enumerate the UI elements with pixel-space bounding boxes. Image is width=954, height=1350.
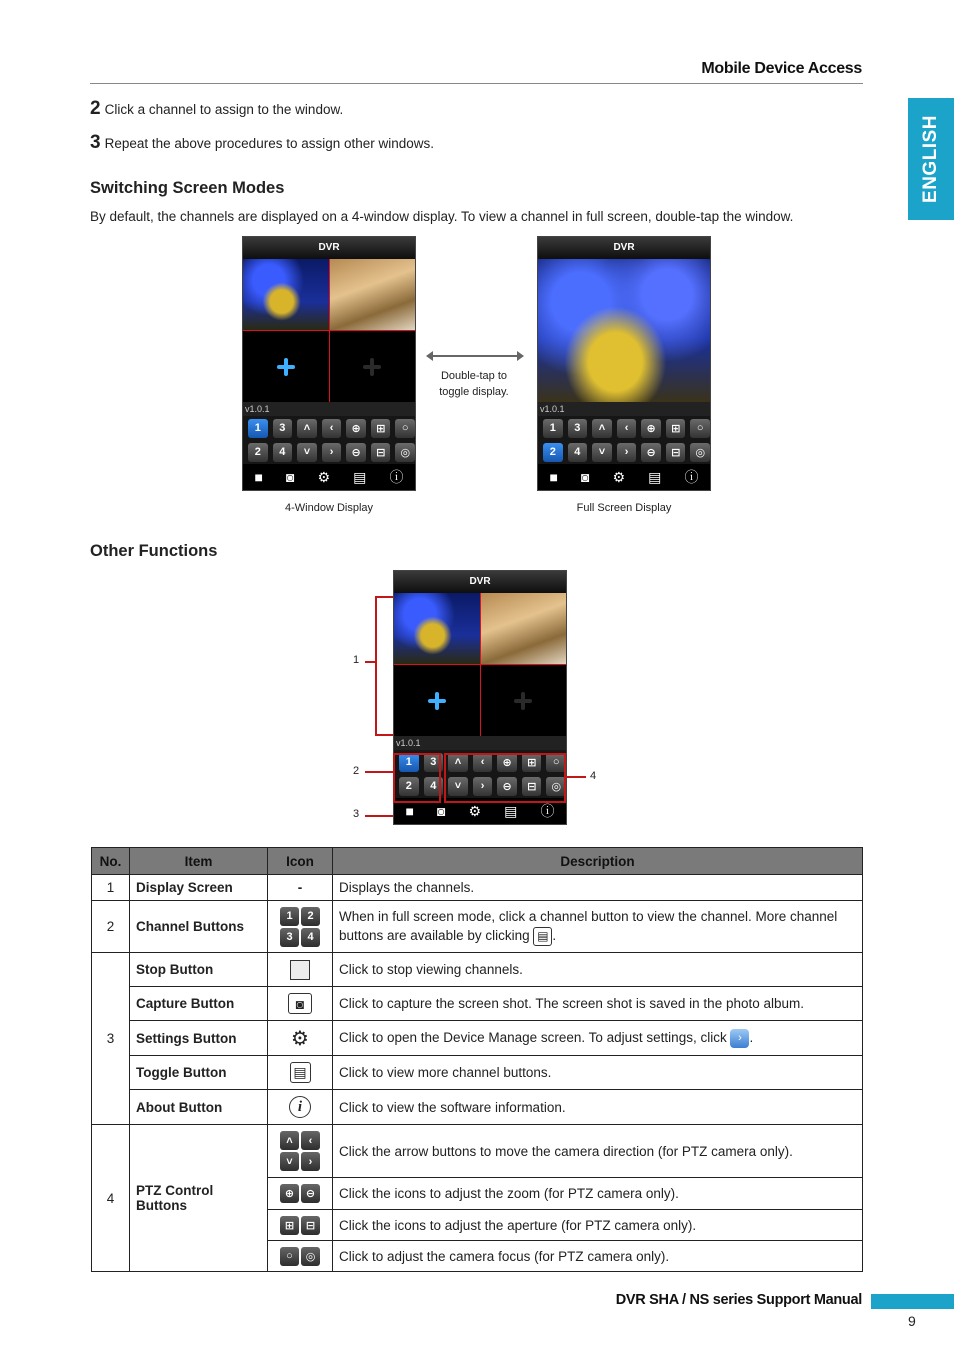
focus-near-icon: ○ <box>280 1247 299 1266</box>
row-description <box>333 1021 863 1056</box>
ptz-left-icon[interactable]: ‹ <box>473 753 493 772</box>
ptz-left-icon: ‹ <box>301 1131 320 1150</box>
focus-near-icon[interactable]: ○ <box>395 419 415 438</box>
callout-box-4 <box>444 753 566 803</box>
row-no: 4 <box>92 1125 130 1272</box>
focus-icons <box>268 1241 333 1272</box>
bottom-toolbar <box>243 464 415 490</box>
channel-button-2[interactable]: 2 <box>399 777 419 796</box>
toggle-icon[interactable]: ▤ <box>353 468 367 485</box>
step-number: 3 <box>90 132 101 153</box>
channel-buttons-icon <box>268 901 333 953</box>
zoom-in-icon[interactable]: ⊕ <box>346 419 366 438</box>
about-icon[interactable]: ⓘ <box>540 803 555 819</box>
toggle-caption: Double-tap to toggle display. <box>439 370 509 398</box>
step-text: Repeat the above procedures to assign other windows. <box>104 136 435 151</box>
channel-1-icon: 1 <box>280 907 299 926</box>
section-heading-other-functions: Other Functions <box>90 542 218 560</box>
step-number: 2 <box>90 98 101 119</box>
callout-number-4: 4 <box>590 770 597 782</box>
add-channel-icon[interactable] <box>363 358 381 376</box>
info-icon: i <box>289 1096 311 1118</box>
aperture-open-icon[interactable]: ⊞ <box>522 753 542 772</box>
add-channel-icon[interactable] <box>277 358 295 376</box>
channel-window-1[interactable] <box>394 593 480 664</box>
zoom-in-icon: ⊕ <box>280 1184 299 1203</box>
channel-button-4[interactable]: 4 <box>273 443 293 462</box>
caption-full-screen: Full Screen Display <box>576 502 672 514</box>
ptz-left-icon[interactable]: ‹ <box>322 419 342 438</box>
language-tab <box>908 98 954 220</box>
channel-button-3[interactable]: 3 <box>424 753 444 772</box>
table-row <box>92 1021 863 1056</box>
row-no: 1 <box>92 875 130 901</box>
toggle-icon[interactable]: ▤ <box>648 468 662 485</box>
channel-button-3[interactable]: 3 <box>568 419 588 438</box>
settings-icon: ⚙ <box>291 1027 309 1050</box>
callout-number-3: 3 <box>353 808 360 820</box>
row-item: Capture Button <box>130 987 268 1021</box>
stop-icon[interactable]: ■ <box>254 469 263 485</box>
bottom-toolbar <box>538 464 710 490</box>
row-description-end: . <box>552 928 557 944</box>
full-screen-view[interactable] <box>538 259 710 402</box>
channel-window-1[interactable] <box>243 259 329 330</box>
focus-far-icon[interactable]: ◎ <box>395 443 415 462</box>
phone-title-bar: DVR <box>538 237 710 259</box>
focus-far-icon: ◎ <box>301 1247 320 1266</box>
row-description: Click to view the software information. <box>333 1090 863 1125</box>
step-text: Click a channel to assign to the window. <box>104 102 344 117</box>
ptz-up-icon[interactable]: ˄ <box>448 753 468 772</box>
header-item: Item <box>130 848 268 875</box>
row-description: Click to adjust the camera focus (for PTZ camera only). <box>333 1241 863 1272</box>
chevron-right-icon: › <box>730 1029 749 1048</box>
table-row <box>92 1056 863 1090</box>
header-icon: Icon <box>268 848 333 875</box>
channel-button-2[interactable]: 2 <box>543 443 563 462</box>
caption-4-window: 4-Window Display <box>284 502 374 514</box>
capture-icon: ◙ <box>288 993 312 1014</box>
ptz-down-icon[interactable]: ˅ <box>297 443 317 462</box>
add-channel-icon[interactable] <box>428 692 446 710</box>
aperture-close-icon: ⊟ <box>301 1216 320 1235</box>
row-icon <box>268 987 333 1021</box>
zoom-out-icon: ⊖ <box>301 1184 320 1203</box>
row-description: Click to capture the screen shot. The screen shot is saved in the photo album. <box>333 987 863 1021</box>
channel-button-4[interactable]: 4 <box>424 777 444 796</box>
channel-4-icon: 4 <box>301 928 320 947</box>
about-icon[interactable]: ⓘ <box>684 469 699 485</box>
phone-title-bar: DVR <box>394 571 566 593</box>
capture-icon[interactable]: ◙ <box>581 469 590 485</box>
ptz-down-icon: ˅ <box>280 1152 299 1171</box>
callout-bracket-1 <box>375 596 377 736</box>
phone-full-screen <box>537 236 711 491</box>
aperture-open-icon[interactable]: ⊞ <box>666 419 686 438</box>
row-item: Toggle Button <box>130 1056 268 1090</box>
channel-button-1[interactable]: 1 <box>543 419 563 438</box>
callout-line-1 <box>365 661 375 663</box>
row-description: Click the arrow buttons to move the camera direction (for PTZ camera only). <box>333 1125 863 1178</box>
ptz-left-icon[interactable]: ‹ <box>617 419 637 438</box>
channel-button-1[interactable]: 1 <box>399 753 419 772</box>
row-icon: - <box>268 875 333 901</box>
callout-line-2 <box>365 771 393 773</box>
footer-title: DVR SHA / NS series Support Manual <box>615 1292 862 1308</box>
row-item: Settings Button <box>130 1021 268 1056</box>
phone-4-window <box>242 236 416 491</box>
table-header-row <box>92 848 863 875</box>
zoom-out-icon[interactable]: ⊖ <box>641 443 661 462</box>
about-icon[interactable]: ⓘ <box>389 469 404 485</box>
settings-icon[interactable]: ⚙ <box>612 468 626 485</box>
table-row <box>92 1125 863 1178</box>
stop-icon <box>290 960 310 980</box>
focus-near-icon[interactable]: ○ <box>690 419 710 438</box>
channel-window-2[interactable] <box>481 593 567 664</box>
zoom-in-icon[interactable]: ⊕ <box>641 419 661 438</box>
aperture-open-icon[interactable]: ⊞ <box>371 419 391 438</box>
section-paragraph: By default, the channels are displayed on a 4-window display. To view a channel in full screen, double-tap the window. <box>90 209 794 224</box>
aperture-close-icon[interactable]: ⊟ <box>522 777 542 796</box>
channel-3-icon: 3 <box>280 928 299 947</box>
zoom-icons <box>268 1178 333 1210</box>
row-item: Channel Buttons <box>130 901 268 953</box>
channel-window-4[interactable] <box>481 665 567 736</box>
button-row-1 <box>243 416 415 440</box>
ptz-arrows-icon <box>268 1125 333 1178</box>
callout-bracket-1-bottom <box>375 734 393 736</box>
row-icon <box>268 953 333 987</box>
button-row-2 <box>243 440 415 464</box>
capture-icon[interactable]: ◙ <box>286 469 295 485</box>
toggle-icon: ▤ <box>533 927 552 946</box>
aperture-close-icon[interactable]: ⊟ <box>371 443 391 462</box>
row-description: Displays the channels. <box>333 875 863 901</box>
phone-title-bar: DVR <box>243 237 415 259</box>
add-channel-icon[interactable] <box>514 692 532 710</box>
row-description-text: Click to open the Device Manage screen. To adjust settings, click <box>339 1029 727 1045</box>
ptz-right-icon[interactable]: › <box>617 443 637 462</box>
ptz-down-icon[interactable]: ˅ <box>592 443 612 462</box>
row-item: About Button <box>130 1090 268 1125</box>
focus-far-icon[interactable]: ◎ <box>690 443 710 462</box>
channel-button-4[interactable]: 4 <box>568 443 588 462</box>
row-no: 2 <box>92 901 130 953</box>
row-item-line1: PTZ Control <box>136 1183 214 1198</box>
row-item-line2: Buttons <box>136 1198 187 1213</box>
page-number: 9 <box>908 1313 916 1329</box>
language-label: ENGLISH <box>920 115 941 203</box>
capture-icon[interactable]: ◙ <box>437 803 446 819</box>
callout-number-2: 2 <box>353 765 360 777</box>
version-label: v1.0.1 <box>243 402 415 416</box>
row-item: Stop Button <box>130 953 268 987</box>
ptz-down-icon[interactable]: ˅ <box>448 777 468 796</box>
row-no: 3 <box>92 953 130 1125</box>
channel-window-3[interactable] <box>243 331 329 402</box>
channel-window-2[interactable] <box>330 259 416 330</box>
row-icon <box>268 1021 333 1056</box>
table-row <box>92 953 863 987</box>
display-grid[interactable] <box>394 593 566 736</box>
row-icon <box>268 1056 333 1090</box>
table-row <box>92 987 863 1021</box>
button-row-1 <box>538 416 710 440</box>
row-item: Display Screen <box>130 875 268 901</box>
ptz-up-icon[interactable]: ˄ <box>297 419 317 438</box>
zoom-out-icon[interactable]: ⊖ <box>346 443 366 462</box>
callout-line-4 <box>566 776 586 778</box>
zoom-in-icon[interactable]: ⊕ <box>497 753 517 772</box>
settings-icon[interactable]: ⚙ <box>468 802 482 819</box>
toggle-icon[interactable]: ▤ <box>504 802 518 819</box>
callout-line-3 <box>365 815 393 817</box>
stop-icon[interactable]: ■ <box>549 469 558 485</box>
stop-icon[interactable]: ■ <box>405 803 414 819</box>
ptz-up-icon[interactable]: ˄ <box>592 419 612 438</box>
row-item <box>130 1125 268 1272</box>
row-description: Click the icons to adjust the aperture (for PTZ camera only). <box>333 1210 863 1241</box>
table-row <box>92 875 863 901</box>
focus-far-icon[interactable]: ◎ <box>546 777 566 796</box>
ptz-right-icon: › <box>301 1152 320 1171</box>
aperture-open-icon: ⊞ <box>280 1216 299 1235</box>
aperture-icons <box>268 1210 333 1241</box>
toggle-arrow <box>428 355 522 357</box>
callout-number-1: 1 <box>353 654 360 666</box>
row-description <box>333 901 863 953</box>
toggle-icon: ▤ <box>290 1062 311 1083</box>
ptz-up-icon: ˄ <box>280 1131 299 1150</box>
section-heading-screen-modes: Switching Screen Modes <box>90 179 285 197</box>
display-grid[interactable] <box>243 259 415 402</box>
functions-table <box>91 847 863 1272</box>
channel-button-2[interactable]: 2 <box>248 443 268 462</box>
callout-box-2 <box>393 753 441 803</box>
table-row <box>92 1090 863 1125</box>
ptz-right-icon[interactable]: › <box>473 777 493 796</box>
settings-icon[interactable]: ⚙ <box>317 468 331 485</box>
page-header-title: Mobile Device Access <box>701 60 862 77</box>
header-no: No. <box>92 848 130 875</box>
row-icon <box>268 1090 333 1125</box>
row-description-end: . <box>749 1029 754 1045</box>
version-label: v1.0.1 <box>538 402 710 416</box>
header-rule <box>90 83 863 84</box>
row-description-text: When in full screen mode, click a channel button to view the channel. More channel buttons are available by clicking <box>339 909 838 944</box>
zoom-out-icon[interactable]: ⊖ <box>497 777 517 796</box>
channel-2-icon: 2 <box>301 907 320 926</box>
header-description: Description <box>333 848 863 875</box>
channel-window-3[interactable] <box>394 665 480 736</box>
table-row <box>92 901 863 953</box>
row-description: Click to view more channel buttons. <box>333 1056 863 1090</box>
row-description: Click the icons to adjust the zoom (for PTZ camera only). <box>333 1178 863 1210</box>
row-description: Click to stop viewing channels. <box>333 953 863 987</box>
ptz-right-icon[interactable]: › <box>322 443 342 462</box>
step-3 <box>90 132 434 154</box>
channel-window-4[interactable] <box>330 331 416 402</box>
aperture-close-icon[interactable]: ⊟ <box>666 443 686 462</box>
step-2 <box>90 98 343 120</box>
focus-near-icon[interactable]: ○ <box>546 753 566 772</box>
version-label: v1.0.1 <box>394 736 566 750</box>
button-row-2 <box>538 440 710 464</box>
footer-accent-bar <box>871 1294 954 1309</box>
callout-bracket-1-top <box>375 596 393 598</box>
channel-button-1[interactable]: 1 <box>248 419 268 438</box>
channel-button-3[interactable]: 3 <box>273 419 293 438</box>
